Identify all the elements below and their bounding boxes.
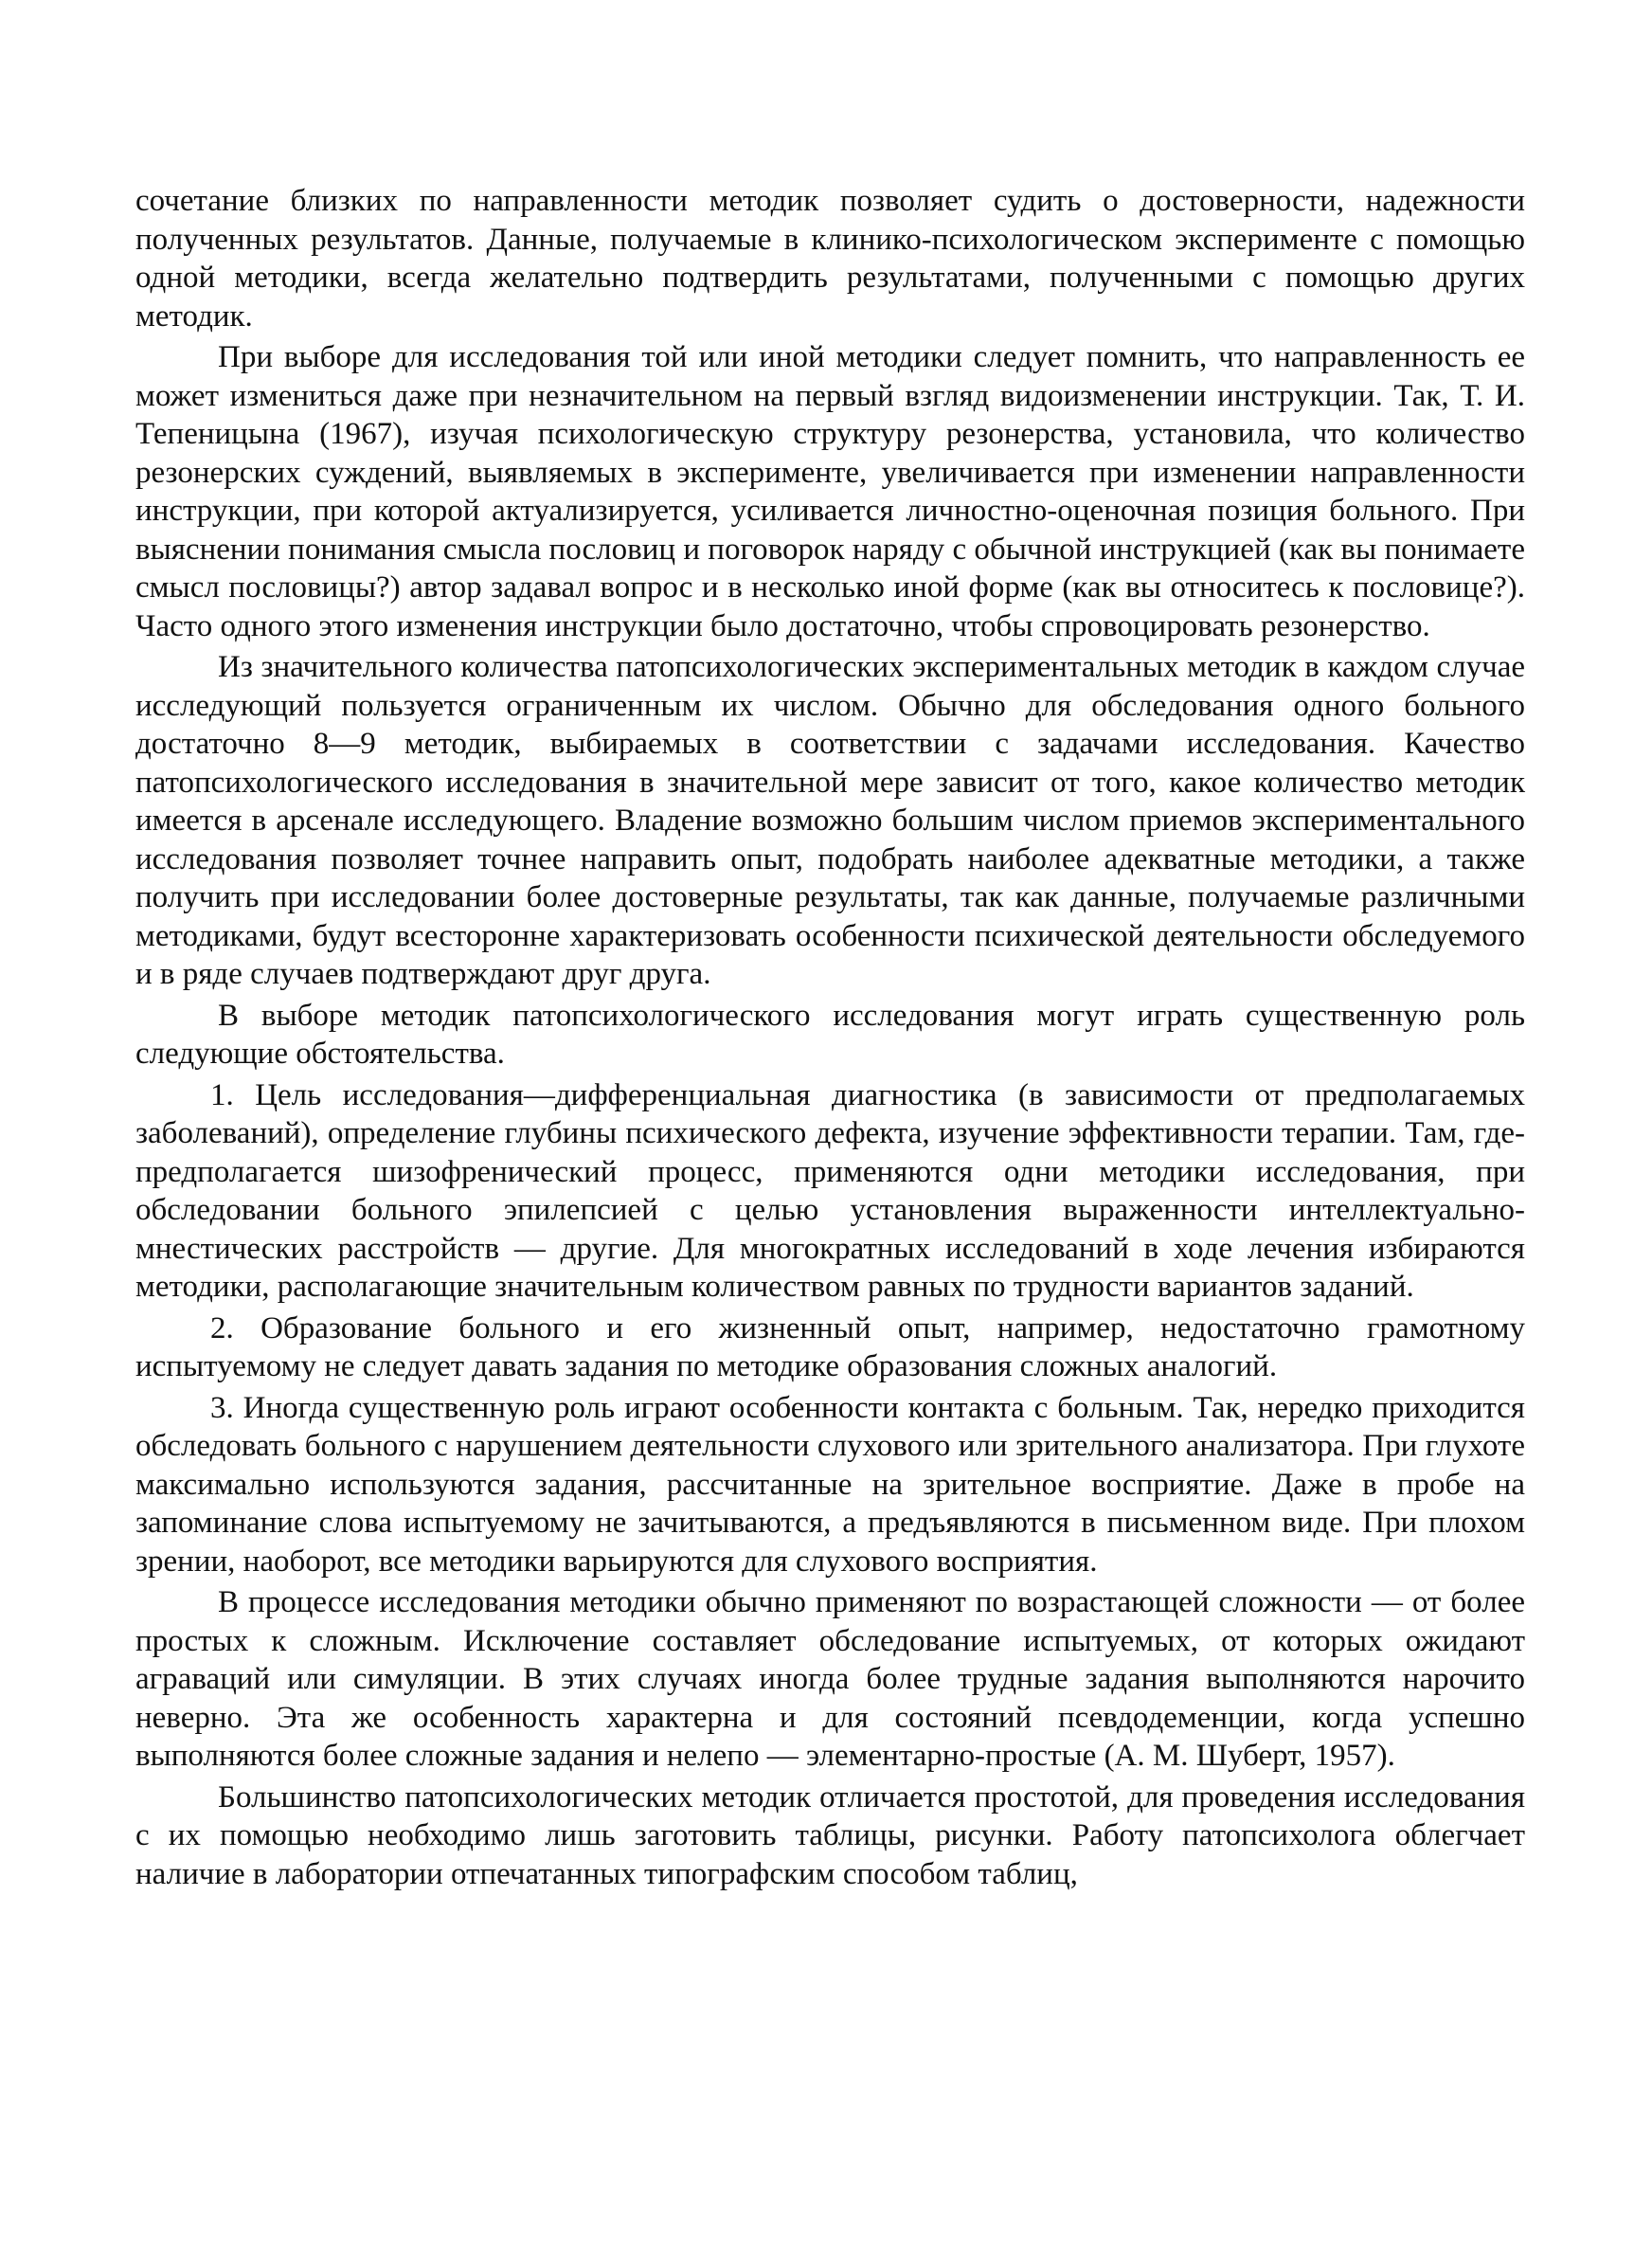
list-item-1-goal: 1. Цель исследования—дифференциальная диагностика (в зависимости от предполагаемых заболеваний), определение глубины психического дефекта, изучение эффективности терапии. Там, где-предполагается шизофренический процесс, применяются одни методики исследования, при обследовании больного эпилепсией с целью установления выраженности интеллектуально-мнестических расстройств — другие. Для многократных исследований в ходе лечения избираются методики, располагающие значительным количеством равных по трудности вариантов заданий. (135, 1077, 1525, 1304)
paragraph-continuation: сочетание близких по направленности методик позволяет судить о достоверности, надежности полученных результатов. Данные, получаемые в клинико-психологическом эксперименте с помощью одной методики, всегда желательно подтвердить результатами, полученными с помощью других методик. (135, 184, 1525, 334)
paragraph-instruction-choice: При выборе для исследования той или иной методики следует помнить, что направленность ее может измениться даже при незначительном на первый взгляд видоизменении инструкции. Так, Т. И. Тепеницына (1967), изучая психологическую структуру резонерства, установила, что количество резонерских суждений, выявляемых в эксперименте, увеличивается при изменении направленности инструкции, при которой актуализируется, усиливается личностно-оценочная позиция больного. При выяснении понимания смысла пословиц и поговорок наряду с обычной инструкцией (как вы понимаете смысл пословицы?) автор задавал вопрос и в несколько иной форме (как вы относитесь к пословице?). Часто одного этого изменения инструкции было достаточно, чтобы спровоцировать резонерство. (135, 340, 1525, 643)
body-text (135, 182, 1525, 1896)
paragraph-method-count: Из значительного количества патопсихологических экспериментальных методик в каждом случае исследующий пользуется ограниченным их числом. Обычно для обследования одного больного достаточно 8—9 методик, выбираемых в соответствии с задачами исследования. Качество патопсихологического исследования в значительной мере зависит от того, какое количество методик имеется в арсенале исследующего. Владение возможно большим числом приемов экспериментального исследования позволяет точнее направить опыт, подобрать наиболее адекватные методики, а также получить при исследовании более достоверные результаты, так как данные, получаемые различными методиками, будут всесторонне характеризовать особенности психической деятельности обследуемого и в ряде случаев подтверждают друг друга. (135, 650, 1525, 991)
paragraph-simplicity: Большинство патопсихологических методик отличается простотой, для проведения исследования с их помощью необходимо лишь заготовить таблицы, рисунки. Работу патопсихолога облегчает наличие в лаборатории отпечатанных типографским способом таблиц, (135, 1779, 1525, 1891)
list-item-2-education: 2. Образование больного и его жизненный опыт, например, недостаточно грамотному испытуемому не следует давать задания по методике образования сложных аналогий. (135, 1310, 1525, 1383)
paragraph-complexity-order: В процессе исследования методики обычно применяют по возрастающей сложности — от более простых к сложным. Исключение составляет обследование испытуемых, от которых ожидают аграваций или симуляции. В этих случаях иногда более трудные задания выполняются нарочито неверно. Эта же особенность характерна и для состояний псевдодеменции, когда успешно выполняются более сложные задания и нелепо — элементарно-простые (А. М. Шуберт, 1957). (135, 1585, 1525, 1773)
list-item-3-contact: 3. Иногда существенную роль играют особенности контакта с больным. Так, нередко приходится обследовать больного с нарушением деятельности слухового или зрительного анализатора. При глухоте максимально используются задания, рассчитанные на зрительное восприятие. Даже в пробе на запоминание слова испытуемому не зачитываются, а предъявляются в письменном виде. При плохом зрении, наоборот, все методики варьируются для слухового восприятия. (135, 1390, 1525, 1579)
paragraph-circumstances-intro: В выборе методик патопсихологического исследования могут играть существенную роль следующие обстоятельства. (135, 998, 1525, 1071)
